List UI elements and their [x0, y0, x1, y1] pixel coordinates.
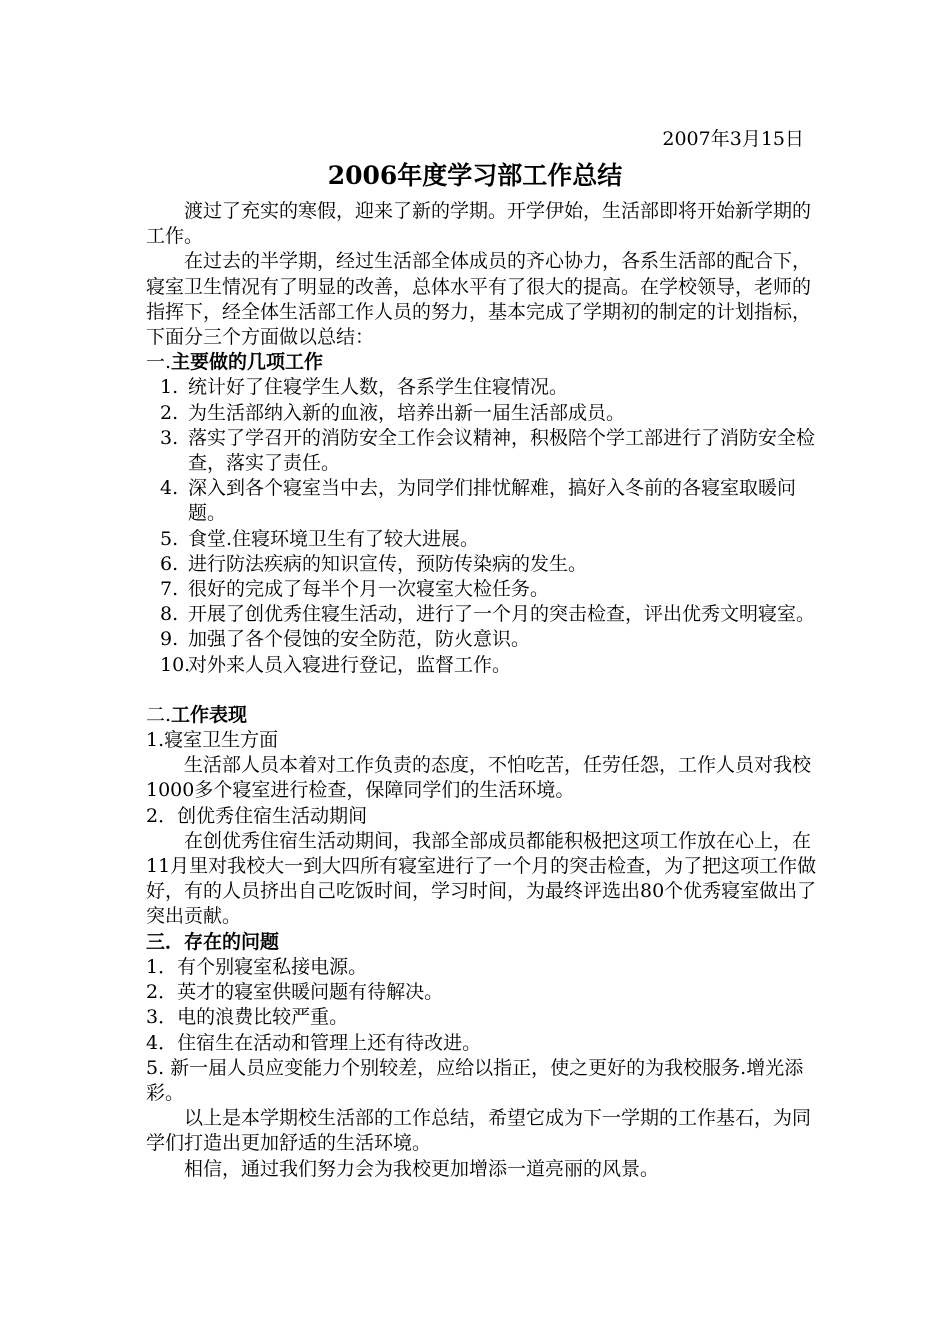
section-heading-text: 主要做的几项工作 [171, 351, 324, 374]
list-item [146, 527, 818, 552]
section-heading [146, 350, 818, 375]
list-item [146, 602, 818, 627]
list-item [146, 552, 818, 577]
list-item-number: 1. [160, 376, 179, 399]
list-item-text: 为生活部纳入新的血液，培养出新一届生活部成员。 [188, 401, 626, 424]
list-item-number: 9. [160, 628, 179, 651]
problem-item: 5. 新一届人员应变能力个别较差，应给以指正，使之更好的为我校服务.增光添彩。 [146, 1056, 804, 1104]
list-item-text: 开展了创优秀住寝生活动，进行了一个月的突击检查，评出优秀文明寝室。 [188, 603, 816, 626]
list-item-text: 深入到各个寝室当中去，为同学们排忧解难，搞好入冬前的各寝室取暖问题。 [188, 477, 797, 525]
closing-paragraph: 以上是本学期校生活部的工作总结，希望它成为下一学期的工作基石，为同学们打造出更加舒适的生活环境。 [146, 1107, 812, 1155]
list-item [146, 653, 818, 678]
problem-item: 1．有个别寝室私接电源。 [146, 955, 368, 978]
intro-paragraph: 渡过了充实的寒假，迎来了新的学期。开学伊始，生活部即将开始新学期的工作。 [146, 200, 812, 248]
section-number: 一. [146, 351, 172, 374]
list-item-number: 2. [160, 401, 179, 424]
list-item-number: 10. [160, 653, 191, 676]
list-item-number: 3. [160, 426, 179, 449]
list-item-number: 8. [160, 603, 179, 626]
list-item-text: 落实了学召开的消防安全工作会议精神，积极陪个学工部进行了消防安全检查，落实了责任。 [188, 426, 816, 475]
list-item-number: 4. [160, 477, 179, 500]
list-item-text: 加强了各个侵蚀的安全防范，防火意识。 [188, 628, 531, 651]
list-item-text: 很好的完成了每半个月一次寝室大检任务。 [188, 578, 550, 601]
list-item [146, 577, 818, 602]
blank-line [146, 678, 818, 703]
document-body [146, 199, 818, 1182]
section-number: 二. [146, 703, 172, 726]
section-heading-text: 工作表现 [171, 703, 248, 726]
closing-paragraph: 相信，通过我们努力会为我校更加增添一道亮丽的风景。 [184, 1157, 660, 1180]
subsection-paragraph: 生活部人员本着对工作负责的态度，不怕吃苦，任劳任怨，工作人员对我校1000多个寝室进行检查，保障同学们的生活环境。 [146, 754, 812, 802]
subsection-title: 2．创优秀住宿生活动期间 [146, 804, 368, 827]
intro-paragraph: 在过去的半学期，经过生活部全体成员的齐心协力，各系生活部的配合下，寝室卫生情况有了明显的改善，总体水平有了很大的提高。在学校领导，老师的指挥下，经全体生活部工作人员的努力，基本完成了学期初的制定的计划指标，下面分三个方面做以总结： [146, 250, 812, 349]
problem-item: 2．英才的寝室供暖问题有待解决。 [146, 981, 444, 1004]
section-heading: 三．存在的问题 [146, 930, 280, 953]
list-item-number: 5. [160, 527, 179, 550]
list-item [146, 426, 818, 476]
list-item-text: 进行防法疾病的知识宣传，预防传染病的发生。 [188, 552, 588, 575]
list-item [146, 375, 818, 400]
list-item [146, 627, 818, 652]
work-item-list [146, 375, 818, 677]
list-item [146, 401, 818, 426]
list-item-number: 6. [160, 552, 179, 575]
list-item-text: 食堂.住寝环境卫生有了较大进展。 [188, 527, 480, 550]
list-item [146, 476, 818, 526]
list-item-text: 统计好了住寝学生人数，各系学生住寝情况。 [188, 376, 569, 399]
section-heading [146, 703, 818, 728]
problem-item: 3．电的浪费比较严重。 [146, 1006, 349, 1029]
document-date: 2007年3月15日 [662, 128, 804, 150]
subsection-paragraph: 在创优秀住宿生活动期间，我部全部成员都能积极把这项工作放在心上，在11月里对我校大一到大四所有寝室进行了一个月的突击检查，为了把这项工作做好，有的人员挤出自己吃饭时间，学习时间，为最终评选出80个优秀寝室做出了突出贡献。 [146, 829, 817, 928]
list-item-text: 对外来人员入寝进行登记，监督工作。 [188, 653, 512, 676]
subsection-title: 1.寝室卫生方面 [146, 729, 279, 752]
problem-item: 4．住宿生在活动和管理上还有待改进。 [146, 1031, 482, 1054]
document-title: 2006年度学习部工作总结 [327, 161, 623, 190]
list-item-number: 7. [160, 578, 179, 601]
